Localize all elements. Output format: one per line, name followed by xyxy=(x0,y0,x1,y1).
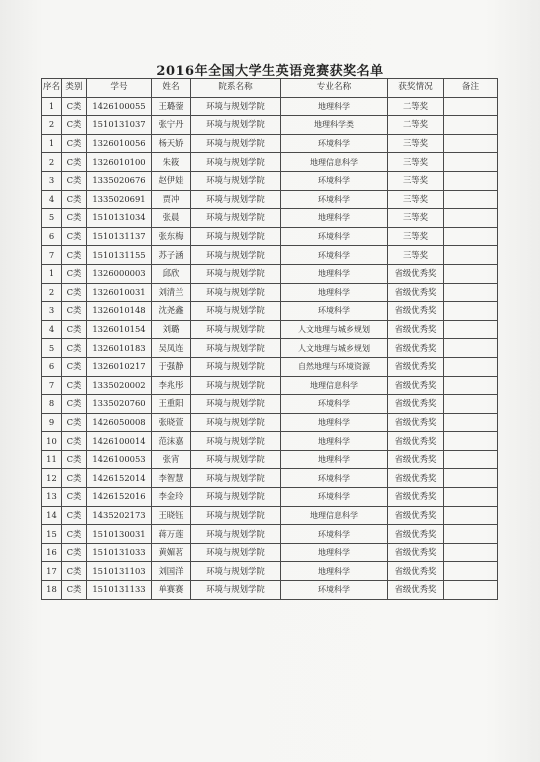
cell-major: 环境科学 xyxy=(281,395,388,414)
cell-department: 环境与规划学院 xyxy=(191,283,281,302)
cell-seq: 15 xyxy=(42,525,62,544)
cell-seq: 1 xyxy=(42,97,62,116)
cell-remarks xyxy=(444,432,498,451)
cell-category: C类 xyxy=(62,432,87,451)
cell-major: 环境科学 xyxy=(281,246,388,265)
cell-award: 省级优秀奖 xyxy=(388,581,444,600)
cell-remarks xyxy=(444,469,498,488)
cell-category: C类 xyxy=(62,264,87,283)
cell-student-id: 1335020676 xyxy=(87,171,152,190)
cell-remarks xyxy=(444,562,498,581)
cell-department: 环境与规划学院 xyxy=(191,357,281,376)
cell-award: 省级优秀奖 xyxy=(388,525,444,544)
cell-name: 李兆彤 xyxy=(152,376,191,395)
cell-student-id: 1326010031 xyxy=(87,283,152,302)
cell-major: 环境科学 xyxy=(281,581,388,600)
header-student-id: 学号 xyxy=(87,79,152,98)
cell-category: C类 xyxy=(62,469,87,488)
cell-department: 环境与规划学院 xyxy=(191,395,281,414)
cell-award: 三等奖 xyxy=(388,227,444,246)
cell-major: 地理科学 xyxy=(281,209,388,228)
cell-category: C类 xyxy=(62,302,87,321)
award-roster-table xyxy=(41,78,498,600)
cell-remarks xyxy=(444,171,498,190)
cell-department: 环境与规划学院 xyxy=(191,264,281,283)
cell-category: C类 xyxy=(62,506,87,525)
cell-award: 省级优秀奖 xyxy=(388,264,444,283)
cell-major: 地理科学 xyxy=(281,432,388,451)
cell-name: 张东梅 xyxy=(152,227,191,246)
cell-department: 环境与规划学院 xyxy=(191,562,281,581)
cell-department: 环境与规划学院 xyxy=(191,432,281,451)
cell-major: 人文地理与城乡规划 xyxy=(281,339,388,358)
header-seq: 序名 xyxy=(42,79,62,98)
cell-major: 地理信息科学 xyxy=(281,506,388,525)
cell-student-id: 1426100053 xyxy=(87,450,152,469)
cell-major: 环境科学 xyxy=(281,190,388,209)
cell-seq: 6 xyxy=(42,227,62,246)
cell-name: 刘璐 xyxy=(152,320,191,339)
table-row xyxy=(42,246,498,265)
cell-seq: 3 xyxy=(42,302,62,321)
table-row xyxy=(42,488,498,507)
cell-student-id: 1510131137 xyxy=(87,227,152,246)
cell-category: C类 xyxy=(62,413,87,432)
cell-seq: 14 xyxy=(42,506,62,525)
cell-seq: 12 xyxy=(42,469,62,488)
cell-category: C类 xyxy=(62,562,87,581)
cell-remarks xyxy=(444,264,498,283)
table-row xyxy=(42,562,498,581)
cell-name: 刘国洋 xyxy=(152,562,191,581)
cell-major: 环境科学 xyxy=(281,171,388,190)
cell-seq: 10 xyxy=(42,432,62,451)
cell-student-id: 1510131033 xyxy=(87,543,152,562)
cell-major: 地理信息科学 xyxy=(281,153,388,172)
cell-award: 省级优秀奖 xyxy=(388,488,444,507)
table-row xyxy=(42,171,498,190)
cell-student-id: 1426100014 xyxy=(87,432,152,451)
cell-seq: 4 xyxy=(42,320,62,339)
document-title: 2016年全国大学生英语竞赛获奖名单 xyxy=(156,64,384,79)
cell-name: 杨天娇 xyxy=(152,134,191,153)
cell-department: 环境与规划学院 xyxy=(191,339,281,358)
cell-remarks xyxy=(444,506,498,525)
cell-major: 环境科学 xyxy=(281,302,388,321)
header-award: 获奖情况 xyxy=(388,79,444,98)
cell-seq: 2 xyxy=(42,116,62,135)
cell-award: 省级优秀奖 xyxy=(388,562,444,581)
cell-student-id: 1435202173 xyxy=(87,506,152,525)
cell-department: 环境与规划学院 xyxy=(191,506,281,525)
header-name: 姓名 xyxy=(152,79,191,98)
table-row xyxy=(42,209,498,228)
cell-category: C类 xyxy=(62,97,87,116)
cell-remarks xyxy=(444,320,498,339)
cell-name: 黄媚茗 xyxy=(152,543,191,562)
cell-seq: 18 xyxy=(42,581,62,600)
cell-award: 省级优秀奖 xyxy=(388,395,444,414)
cell-award: 省级优秀奖 xyxy=(388,339,444,358)
cell-student-id: 1326010183 xyxy=(87,339,152,358)
table-row xyxy=(42,227,498,246)
cell-department: 环境与规划学院 xyxy=(191,320,281,339)
cell-seq: 1 xyxy=(42,264,62,283)
cell-seq: 16 xyxy=(42,543,62,562)
cell-name: 蒋万莲 xyxy=(152,525,191,544)
cell-remarks xyxy=(444,357,498,376)
cell-major: 环境科学 xyxy=(281,469,388,488)
cell-major: 地理科学 xyxy=(281,543,388,562)
cell-category: C类 xyxy=(62,246,87,265)
cell-category: C类 xyxy=(62,227,87,246)
cell-award: 省级优秀奖 xyxy=(388,469,444,488)
table-row xyxy=(42,320,498,339)
table-row xyxy=(42,264,498,283)
cell-name: 朱筱 xyxy=(152,153,191,172)
cell-name: 张晓萱 xyxy=(152,413,191,432)
table-row xyxy=(42,450,498,469)
cell-major: 环境科学 xyxy=(281,134,388,153)
cell-department: 环境与规划学院 xyxy=(191,134,281,153)
cell-remarks xyxy=(444,302,498,321)
cell-major: 环境科学 xyxy=(281,488,388,507)
cell-category: C类 xyxy=(62,320,87,339)
cell-student-id: 1426100055 xyxy=(87,97,152,116)
cell-major: 地理科学 xyxy=(281,562,388,581)
cell-major: 人文地理与城乡规划 xyxy=(281,320,388,339)
cell-name: 单赛赛 xyxy=(152,581,191,600)
cell-category: C类 xyxy=(62,395,87,414)
cell-category: C类 xyxy=(62,171,87,190)
cell-award: 省级优秀奖 xyxy=(388,302,444,321)
table-row xyxy=(42,302,498,321)
cell-name: 范沫嘉 xyxy=(152,432,191,451)
cell-seq: 2 xyxy=(42,283,62,302)
cell-category: C类 xyxy=(62,153,87,172)
cell-department: 环境与规划学院 xyxy=(191,450,281,469)
cell-major: 地理科学 xyxy=(281,264,388,283)
table-row xyxy=(42,97,498,116)
table-row xyxy=(42,283,498,302)
cell-remarks xyxy=(444,190,498,209)
table-row xyxy=(42,395,498,414)
cell-remarks xyxy=(444,450,498,469)
header-department: 院系名称 xyxy=(191,79,281,98)
cell-name: 邱欣 xyxy=(152,264,191,283)
cell-name: 王晓钰 xyxy=(152,506,191,525)
cell-remarks xyxy=(444,376,498,395)
cell-seq: 5 xyxy=(42,339,62,358)
cell-name: 王璐蓥 xyxy=(152,97,191,116)
cell-name: 刘清兰 xyxy=(152,283,191,302)
cell-award: 省级优秀奖 xyxy=(388,543,444,562)
cell-award: 省级优秀奖 xyxy=(388,320,444,339)
cell-award: 省级优秀奖 xyxy=(388,376,444,395)
table-row xyxy=(42,525,498,544)
cell-remarks xyxy=(444,488,498,507)
cell-seq: 5 xyxy=(42,209,62,228)
table-row xyxy=(42,339,498,358)
table-row xyxy=(42,506,498,525)
cell-student-id: 1326010056 xyxy=(87,134,152,153)
cell-major: 环境科学 xyxy=(281,525,388,544)
cell-award: 三等奖 xyxy=(388,171,444,190)
cell-department: 环境与规划学院 xyxy=(191,525,281,544)
cell-seq: 11 xyxy=(42,450,62,469)
cell-remarks xyxy=(444,153,498,172)
cell-department: 环境与规划学院 xyxy=(191,543,281,562)
cell-award: 二等奖 xyxy=(388,97,444,116)
cell-department: 环境与规划学院 xyxy=(191,246,281,265)
cell-category: C类 xyxy=(62,283,87,302)
cell-category: C类 xyxy=(62,488,87,507)
table-row xyxy=(42,116,498,135)
cell-name: 李金玲 xyxy=(152,488,191,507)
cell-award: 三等奖 xyxy=(388,209,444,228)
cell-award: 省级优秀奖 xyxy=(388,432,444,451)
table-row xyxy=(42,190,498,209)
cell-seq: 1 xyxy=(42,134,62,153)
cell-student-id: 1510131133 xyxy=(87,581,152,600)
cell-department: 环境与规划学院 xyxy=(191,413,281,432)
cell-student-id: 1326010154 xyxy=(87,320,152,339)
table-header-row xyxy=(42,79,498,98)
cell-seq: 2 xyxy=(42,153,62,172)
cell-seq: 7 xyxy=(42,376,62,395)
cell-category: C类 xyxy=(62,209,87,228)
cell-major: 自然地理与环境资源 xyxy=(281,357,388,376)
cell-remarks xyxy=(444,246,498,265)
cell-major: 环境科学 xyxy=(281,227,388,246)
cell-seq: 4 xyxy=(42,190,62,209)
cell-student-id: 1326010148 xyxy=(87,302,152,321)
cell-category: C类 xyxy=(62,543,87,562)
cell-student-id: 1326000003 xyxy=(87,264,152,283)
cell-seq: 9 xyxy=(42,413,62,432)
cell-department: 环境与规划学院 xyxy=(191,302,281,321)
cell-category: C类 xyxy=(62,339,87,358)
cell-category: C类 xyxy=(62,525,87,544)
cell-category: C类 xyxy=(62,357,87,376)
cell-student-id: 1326010100 xyxy=(87,153,152,172)
cell-student-id: 1426050008 xyxy=(87,413,152,432)
header-remarks: 备注 xyxy=(444,79,498,98)
cell-department: 环境与规划学院 xyxy=(191,209,281,228)
cell-category: C类 xyxy=(62,190,87,209)
cell-name: 张宁丹 xyxy=(152,116,191,135)
cell-student-id: 1510131155 xyxy=(87,246,152,265)
table-row xyxy=(42,134,498,153)
cell-remarks xyxy=(444,116,498,135)
cell-student-id: 1426152014 xyxy=(87,469,152,488)
cell-student-id: 1510131037 xyxy=(87,116,152,135)
cell-name: 李智慧 xyxy=(152,469,191,488)
cell-category: C类 xyxy=(62,581,87,600)
cell-department: 环境与规划学院 xyxy=(191,97,281,116)
table-row xyxy=(42,469,498,488)
cell-seq: 3 xyxy=(42,171,62,190)
cell-major: 地理信息科学 xyxy=(281,376,388,395)
cell-name: 张宵 xyxy=(152,450,191,469)
cell-award: 省级优秀奖 xyxy=(388,413,444,432)
cell-category: C类 xyxy=(62,376,87,395)
table-row xyxy=(42,357,498,376)
cell-student-id: 1426152016 xyxy=(87,488,152,507)
cell-major: 地理科学类 xyxy=(281,116,388,135)
cell-remarks xyxy=(444,97,498,116)
cell-major: 地理科学 xyxy=(281,413,388,432)
cell-major: 地理科学 xyxy=(281,450,388,469)
table-row xyxy=(42,153,498,172)
table-row xyxy=(42,432,498,451)
cell-award: 省级优秀奖 xyxy=(388,283,444,302)
cell-department: 环境与规划学院 xyxy=(191,488,281,507)
cell-name: 贾冲 xyxy=(152,190,191,209)
table-body xyxy=(42,97,498,599)
header-category: 类别 xyxy=(62,79,87,98)
cell-name: 苏子涵 xyxy=(152,246,191,265)
cell-award: 三等奖 xyxy=(388,246,444,265)
cell-seq: 8 xyxy=(42,395,62,414)
cell-category: C类 xyxy=(62,116,87,135)
cell-seq: 13 xyxy=(42,488,62,507)
cell-department: 环境与规划学院 xyxy=(191,190,281,209)
cell-remarks xyxy=(444,227,498,246)
cell-seq: 6 xyxy=(42,357,62,376)
cell-department: 环境与规划学院 xyxy=(191,153,281,172)
cell-department: 环境与规划学院 xyxy=(191,227,281,246)
cell-remarks xyxy=(444,395,498,414)
cell-student-id: 1326010217 xyxy=(87,357,152,376)
cell-department: 环境与规划学院 xyxy=(191,469,281,488)
cell-remarks xyxy=(444,413,498,432)
cell-department: 环境与规划学院 xyxy=(191,116,281,135)
header-major: 专业名称 xyxy=(281,79,388,98)
cell-name: 张晨 xyxy=(152,209,191,228)
cell-student-id: 1510131034 xyxy=(87,209,152,228)
cell-remarks xyxy=(444,543,498,562)
cell-name: 赵伊娃 xyxy=(152,171,191,190)
table-row xyxy=(42,581,498,600)
cell-remarks xyxy=(444,581,498,600)
cell-remarks xyxy=(444,134,498,153)
cell-major: 地理科学 xyxy=(281,97,388,116)
cell-award: 三等奖 xyxy=(388,134,444,153)
cell-award: 三等奖 xyxy=(388,153,444,172)
cell-category: C类 xyxy=(62,450,87,469)
cell-name: 沈尧鑫 xyxy=(152,302,191,321)
cell-department: 环境与规划学院 xyxy=(191,171,281,190)
cell-seq: 17 xyxy=(42,562,62,581)
cell-student-id: 1335020760 xyxy=(87,395,152,414)
cell-remarks xyxy=(444,525,498,544)
cell-department: 环境与规划学院 xyxy=(191,581,281,600)
cell-major: 地理科学 xyxy=(281,283,388,302)
table-row xyxy=(42,376,498,395)
cell-award: 省级优秀奖 xyxy=(388,357,444,376)
table-row xyxy=(42,543,498,562)
cell-award: 三等奖 xyxy=(388,190,444,209)
cell-remarks xyxy=(444,339,498,358)
cell-department: 环境与规划学院 xyxy=(191,376,281,395)
cell-award: 省级优秀奖 xyxy=(388,450,444,469)
cell-seq: 7 xyxy=(42,246,62,265)
cell-student-id: 1510131103 xyxy=(87,562,152,581)
cell-student-id: 1335020002 xyxy=(87,376,152,395)
cell-award: 二等奖 xyxy=(388,116,444,135)
cell-name: 王重阳 xyxy=(152,395,191,414)
cell-award: 省级优秀奖 xyxy=(388,506,444,525)
cell-name: 吴凤连 xyxy=(152,339,191,358)
table-row xyxy=(42,413,498,432)
cell-remarks xyxy=(444,209,498,228)
cell-student-id: 1335020691 xyxy=(87,190,152,209)
cell-remarks xyxy=(444,283,498,302)
cell-category: C类 xyxy=(62,134,87,153)
cell-name: 于强静 xyxy=(152,357,191,376)
cell-student-id: 1510130031 xyxy=(87,525,152,544)
